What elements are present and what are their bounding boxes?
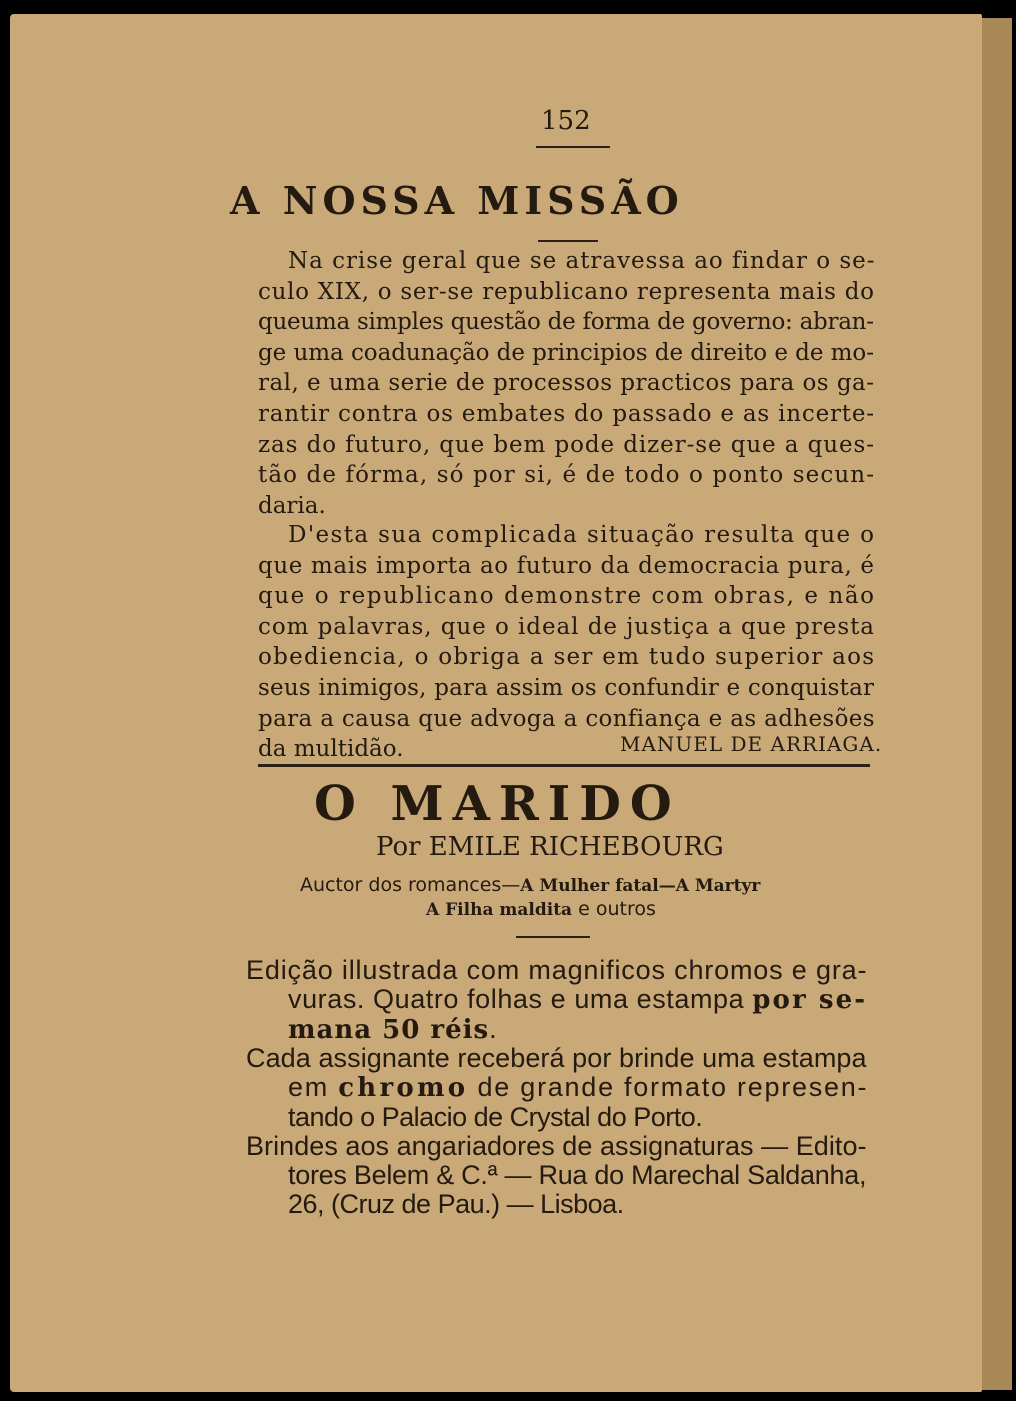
advert-text: de grande formato represen- [468,1072,869,1103]
article-line: daria. [258,492,326,519]
advert-line [246,1132,867,1161]
tagline-work-2: A Filha maldita [426,900,573,920]
article-line: zas do futuro, que bem pode dizer-se que a ques- [258,431,875,458]
article-line: que mais importa ao futuro da democracia pura, é [258,552,875,579]
title-rule [538,240,598,242]
article-line: tão de fórma, só por si, é de todo o ponto secun- [258,462,876,489]
advert-line [288,1103,702,1132]
article-title: A NOSSA MISSÃO [230,178,684,223]
advert-line [246,1044,867,1073]
article-line: da multidão. [258,736,404,763]
section-separator [258,764,870,767]
article-line: para a causa que advoga a confiança e as adhesões [258,705,875,732]
article-author: MANUEL DE ARRIAGA. [620,732,883,756]
tagline-prefix: Auctor dos romances— [300,874,521,896]
advert-text: Cada assignante receberá por brinde uma estampa [246,1042,867,1073]
advert-text: tando o Palacio de Crystal do Porto. [288,1101,703,1132]
article-line: queuma simples questão de forma de governo: abran- [258,309,874,336]
article-line: que o republicano demonstre com obras, e não [258,583,876,610]
page-number: 152 [541,106,591,136]
advert-line [288,1015,496,1045]
article-line: seus inimigos, para assim os confundir e conquistar [258,675,875,701]
advert-emphasis: mana 50 réis [288,1014,490,1045]
advert-text: tores Belem & C.ª — Rua do Marechal Saldanha, [288,1160,867,1191]
advert-rule [516,936,590,938]
advert-text: Brindes aos angariadores de assignaturas — Edito- [246,1130,867,1161]
advert-line [288,1161,866,1190]
advert-title: O MARIDO [314,776,681,832]
advert-text: em [288,1072,339,1103]
article-line: D'esta sua complicada situação resulta que o [288,522,876,548]
advert-text: 26, (Cruz de Pau.) — Lisboa. [288,1189,624,1220]
article-line: culo XIX, o ser-se republicano representa mais do [258,278,875,305]
page-number-rule [536,146,610,148]
advert-tagline-1 [300,874,760,896]
next-page-edge [982,18,1012,1390]
advert-line [288,985,867,1015]
article-line: com palavras, que o ideal de justiça a que presta [258,613,875,640]
advert-byline: Por EMILE RICHEBOURG [376,832,724,862]
advert-emphasis: por se- [752,985,868,1016]
article-line: ge uma coadunação de principios de direito e de mo- [258,339,874,366]
advert-text: Edição illustrada com magnificos chromos e gra- [246,955,868,985]
advert-text: . [489,1013,497,1044]
advert-tagline-2 [426,898,656,920]
advert-line [246,956,867,985]
article-line: ral, e uma serie de processos practicos para os ga- [258,370,875,397]
advert-line [288,1190,624,1219]
article-line: rantir contra os embates do passado e as incerte- [258,401,875,427]
advert-text: vuras. Quatro folhas e uma estampa [288,984,753,1015]
advert-emphasis: chromo [338,1073,469,1104]
article-line: Na crise geral que se atravessa ao findar o se- [288,248,876,274]
tagline-suffix: e outros [572,898,656,920]
tagline-works: A Mulher fatal—A Martyr [520,876,761,896]
article-line: obediencia, o obriga a ser em tudo superior aos [258,644,876,671]
advert-line [288,1073,868,1103]
